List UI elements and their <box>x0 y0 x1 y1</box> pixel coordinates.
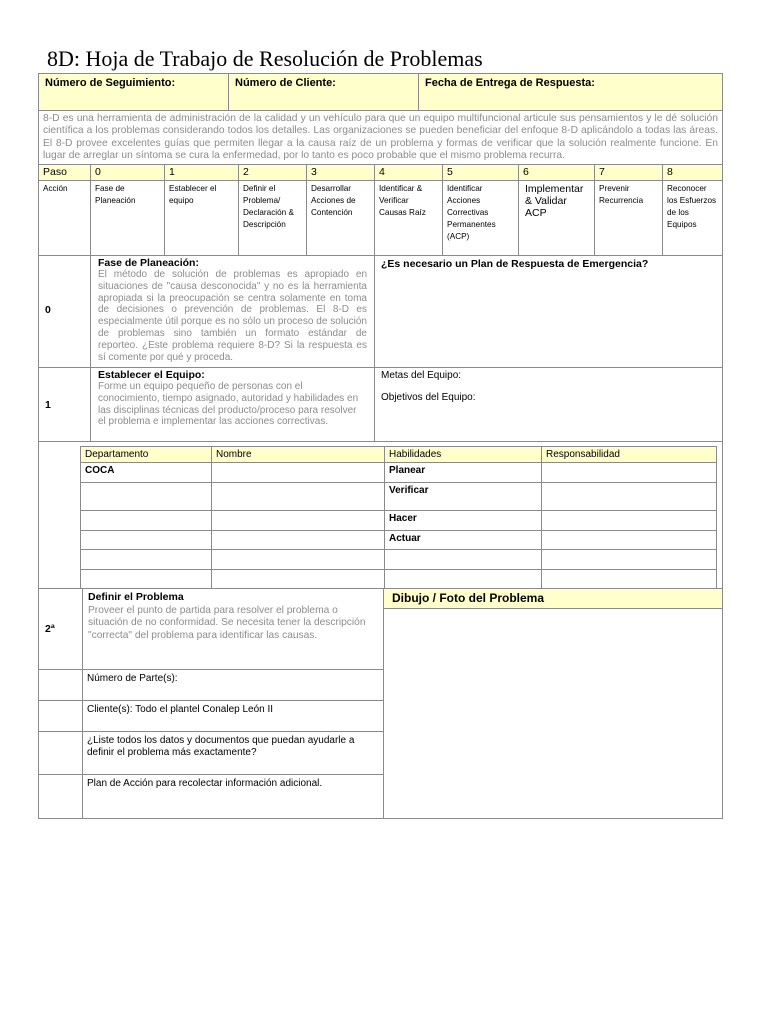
intro-paragraph: 8-D es una herramienta de administración de la calidad y un vehículo para que un equipo multifuncional articule sus pensamientos y le dé solución científica a los problemas considerando todos los detalles. Las organizaciones se pueden beneficiar del enfoque 8-D aplicándolo a todas las áreas. El 8-D provee excelentes guías que permiten llegar a la causa raíz de un problema y formas de verificar que la solución realmente funcione. En lugar de arreglar un síntoma se cura la enfermedad, por lo tanto es poco probable que el mismo problema recurra. <box>38 110 723 165</box>
step-number: 2 <box>238 164 307 181</box>
section-2-number: 2ª <box>45 623 55 635</box>
section-1-title: Establecer el Equipo: <box>98 369 205 381</box>
step-number: 5 <box>442 164 519 181</box>
step-label: Reconocer los Esfuerzos de los Equipos <box>662 180 723 256</box>
table-cell-habilidad[interactable]: Hacer <box>384 510 542 531</box>
row-margin-cell <box>38 774 83 819</box>
step-number: 0 <box>90 164 165 181</box>
response-date-field[interactable]: Fecha de Entrega de Respuesta: <box>418 73 723 111</box>
table-header-habilidades: Habilidades <box>384 446 542 463</box>
table-cell-responsabilidad[interactable] <box>541 549 717 570</box>
step-label: Prevenir Recurrencia <box>594 180 663 256</box>
row-margin-cell <box>38 731 83 775</box>
table-cell-nombre[interactable] <box>211 549 385 570</box>
table-cell-habilidad[interactable]: Verificar <box>384 482 542 511</box>
section-1-description: Forme un equipo pequeño de personas con el conocimiento, tiempo asignado, autoridad y habilidades en las disciplinas técnicas del producto/proceso para resolver el problema e implementar las acciones correctivas. <box>98 381 359 428</box>
row-margin-cell <box>38 669 83 701</box>
problem-drawing-area[interactable] <box>383 588 723 819</box>
section-0-description: El método de solución de problemas es apropiado en situaciones de "causa desconocida" y no es la herramienta apropiada si la preocupación se centra solamente en toma de decisiones o prevención de problemas. El 8-D es especialmente útil porque es no sólo un proceso de solución de problemas sino también un formato estándar de reporteo. ¿Este problema requiere 8-D? Si la respuesta es sí comente por qué y proceda. <box>98 269 367 363</box>
step-label: Desarrollar Acciones de Contención <box>306 180 375 256</box>
step-label: Identificar Acciones Correctivas Permanentes (ACP) <box>442 180 519 256</box>
step-label: Identificar & Verificar Causas Raíz <box>374 180 443 256</box>
table-cell-nombre[interactable] <box>211 510 385 531</box>
table-header-nombre: Nombre <box>211 446 385 463</box>
table-cell-habilidad[interactable]: Planear <box>384 462 542 483</box>
action-plan-field[interactable]: Plan de Acción para recolectar información adicional. <box>82 774 384 819</box>
paso-label: Paso <box>38 164 91 181</box>
team-objectives-label: Objetivos del Equipo: <box>381 392 476 403</box>
table-cell-departamento[interactable] <box>80 510 212 531</box>
step-number: 8 <box>662 164 723 181</box>
table-header-departamento: Departamento <box>80 446 212 463</box>
table-cell-responsabilidad[interactable] <box>541 482 717 511</box>
step-number: 6 <box>518 164 595 181</box>
table-header-responsabilidad: Responsabilidad <box>541 446 717 463</box>
section-1-number-cell <box>38 367 91 442</box>
step-label: Definir el Problema/ Declaración & Descripción <box>238 180 307 256</box>
table-cell-nombre[interactable] <box>211 530 385 550</box>
table-cell-habilidad[interactable]: Actuar <box>384 530 542 550</box>
table-cell-nombre[interactable] <box>211 462 385 483</box>
page-title: 8D: Hoja de Trabajo de Resolución de Problemas <box>47 46 483 71</box>
table-cell-responsabilidad[interactable] <box>541 569 717 589</box>
table-cell-departamento[interactable] <box>80 569 212 589</box>
section-2-title: Definir el Problema <box>88 591 184 603</box>
section-2-description: Proveer el punto de partida para resolver el problema o situación de no conformidad. Se necesita tener la descripción "correcta" del problema para identificar las causas. <box>88 605 366 641</box>
customer-field[interactable]: Cliente(s): Todo el plantel Conalep León II <box>82 700 384 732</box>
data-documents-field[interactable]: ¿Liste todos los datos y documentos que puedan ayudarle a definir el problema más exactamente? <box>82 731 384 775</box>
section-1-number: 1 <box>45 399 51 411</box>
problem-drawing-title: Dibujo / Foto del Problema <box>384 589 722 609</box>
table-cell-nombre[interactable] <box>211 482 385 511</box>
team-goals-field[interactable] <box>374 367 723 442</box>
table-cell-departamento[interactable] <box>80 482 212 511</box>
step-number: 3 <box>306 164 375 181</box>
row-margin-cell <box>38 700 83 732</box>
tracking-number-field[interactable]: Número de Seguimiento: <box>38 73 229 111</box>
table-cell-departamento[interactable] <box>80 530 212 550</box>
table-cell-nombre[interactable] <box>211 569 385 589</box>
step-label: Implementar & Validar ACP <box>518 180 595 256</box>
table-cell-departamento[interactable]: COCA <box>80 462 212 483</box>
customer-number-field[interactable]: Número de Cliente: <box>228 73 419 111</box>
section-1-team <box>90 367 375 442</box>
table-cell-habilidad[interactable] <box>384 569 542 589</box>
table-cell-habilidad[interactable] <box>384 549 542 570</box>
part-number-field[interactable]: Número de Parte(s): <box>82 669 384 701</box>
accion-label: Acción <box>38 180 91 256</box>
step-number: 1 <box>164 164 239 181</box>
section-2-define <box>82 588 384 670</box>
section-0-planning <box>90 255 375 368</box>
table-cell-responsabilidad[interactable] <box>541 462 717 483</box>
section-2-number-cell <box>38 588 83 670</box>
step-label: Fase de Planeación <box>90 180 165 256</box>
emergency-plan-question: ¿Es necesario un Plan de Respuesta de Emergencia? <box>381 258 649 270</box>
section-0-title: Fase de Planeación: <box>98 257 199 269</box>
step-number: 7 <box>594 164 663 181</box>
step-number: 4 <box>374 164 443 181</box>
emergency-plan-field[interactable] <box>374 255 723 368</box>
section-0-number-cell <box>38 255 91 368</box>
table-cell-responsabilidad[interactable] <box>541 530 717 550</box>
step-label: Establecer el equipo <box>164 180 239 256</box>
table-cell-responsabilidad[interactable] <box>541 510 717 531</box>
team-goals-label: Metas del Equipo: <box>381 370 462 381</box>
table-cell-departamento[interactable] <box>80 549 212 570</box>
section-0-number: 0 <box>45 304 51 316</box>
